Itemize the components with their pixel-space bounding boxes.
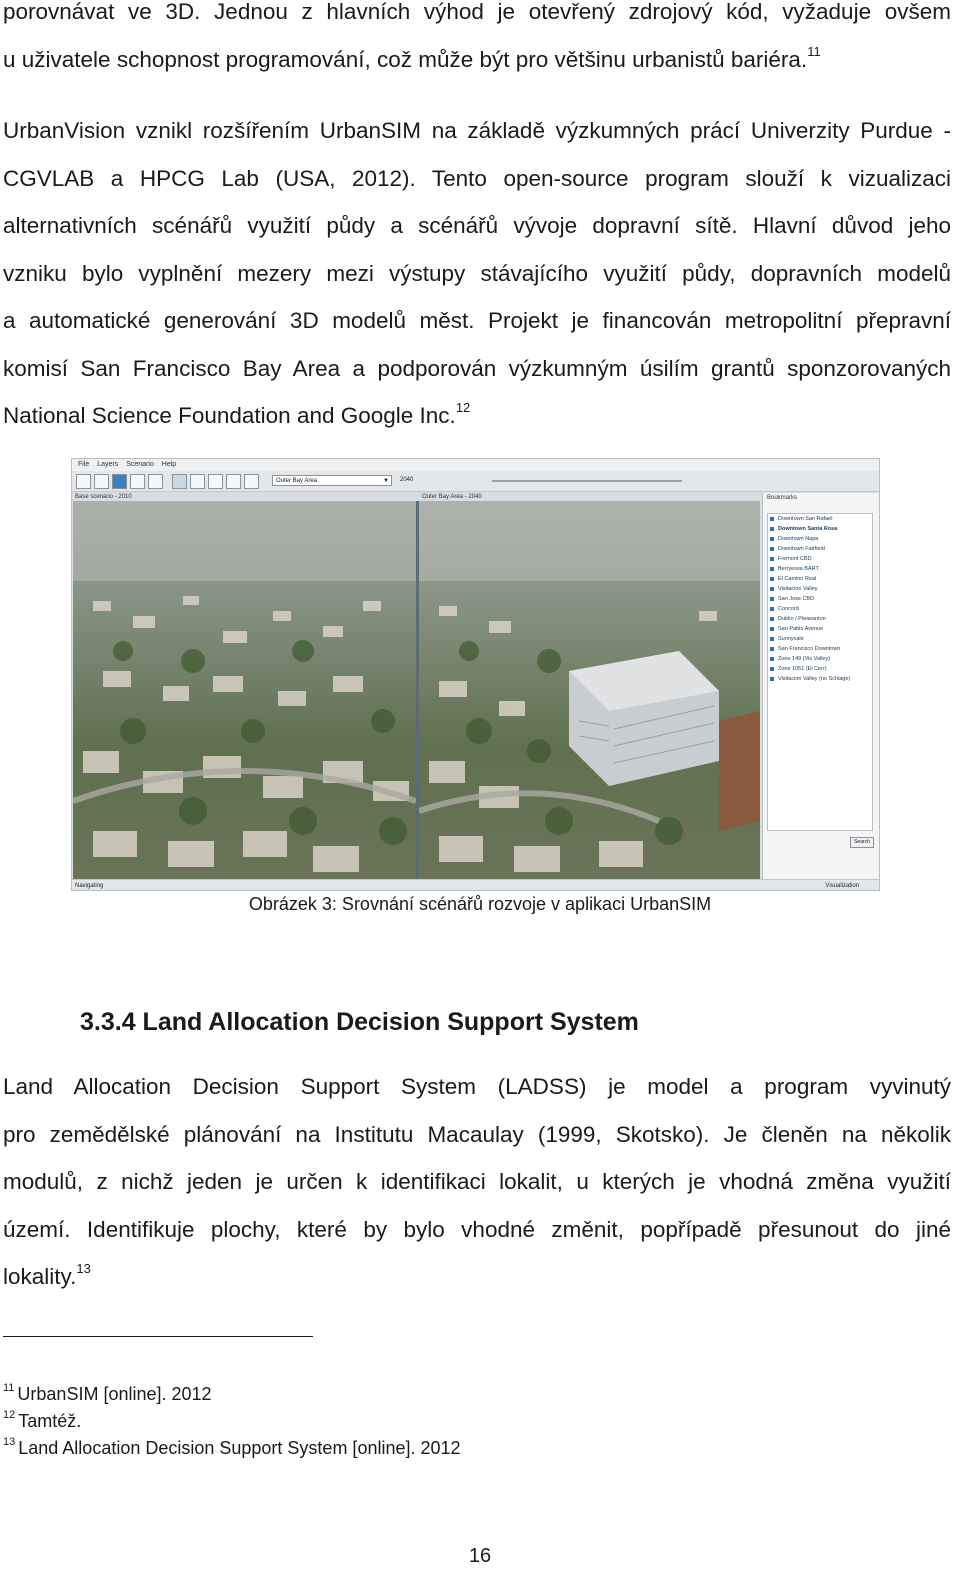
text-line: a automatické generování 3D modelů měst. Projekt je financován metropolitní přepravní (3, 308, 951, 333)
footnote-number: 13 (3, 1436, 16, 1448)
text-line: komisí San Francisco Bay Area a podporován výzkumným úsilím grantů sponzorovaných (3, 355, 951, 381)
text-line: UrbanVision vznikl rozšířením UrbanSIM na základě výzkumných prácí Univerzity Purdue - (3, 118, 951, 143)
text-line: National Science Foundation and Google Inc.$^{12}$ (3, 400, 471, 428)
bookmark-item[interactable]: Fremont CBD (768, 554, 872, 564)
footnote-text: Land Allocation Decision Support System [online]. 2012 (18, 1438, 461, 1458)
page-number: 16 (468, 1545, 492, 1567)
status-left: Navigating (75, 883, 104, 889)
bookmark-item[interactable]: San Francisco Downtown (768, 644, 872, 654)
bookmark-item[interactable]: San Jose CBD (768, 594, 872, 604)
paragraph-urbanvision (3, 107, 951, 440)
bookmark-item[interactable]: Zone 1051 (El Cerr) (768, 664, 872, 674)
checkbox-icon[interactable] (770, 517, 774, 521)
right-pane-label: Outer Bay Area - 2040 (422, 494, 482, 500)
bookmark-item[interactable]: Downtown Napa (768, 534, 872, 544)
checkbox-icon[interactable] (770, 677, 774, 681)
tool-button[interactable] (172, 474, 187, 489)
footnote-number: 12 (3, 1409, 16, 1421)
checkbox-icon[interactable] (770, 667, 774, 671)
footnote-ref[interactable]: 11 (807, 43, 821, 59)
tool-button[interactable] (112, 474, 127, 489)
bookmark-item[interactable]: El Camino Real (768, 574, 872, 584)
checkbox-icon[interactable] (770, 527, 774, 531)
checkbox-icon[interactable] (770, 587, 774, 591)
checkbox-icon[interactable] (770, 547, 774, 551)
checkbox-icon[interactable] (770, 537, 774, 541)
year-slider[interactable] (492, 480, 682, 482)
bookmark-item[interactable]: Dublin / Pleasanton (768, 614, 872, 624)
bookmark-item[interactable]: Downtown Fairfield (768, 544, 872, 554)
tool-button[interactable] (226, 474, 241, 489)
menu-file[interactable]: File (78, 461, 90, 468)
bookmark-item[interactable]: Visitacion Valley (768, 584, 872, 594)
checkbox-icon[interactable] (770, 557, 774, 561)
text-line: CGVLAB a HPCG Lab (USA, 2012). Tento open-source program slouží k vizualizaci (3, 165, 951, 191)
walk-icon[interactable] (208, 474, 223, 489)
left-pane-label: Base scenario - 2010 (75, 494, 132, 500)
tool-button[interactable] (76, 474, 91, 489)
tool-button[interactable] (130, 474, 145, 489)
bookmark-item[interactable]: Zone 149 (Vis Valley) (768, 654, 872, 664)
checkbox-icon[interactable] (770, 597, 774, 601)
paragraph-intro (3, 0, 951, 83)
checkbox-icon[interactable] (770, 607, 774, 611)
footnote-text: UrbanSIM [online]. 2012 (17, 1384, 212, 1404)
footnote (3, 1408, 81, 1434)
city-render (73, 501, 416, 879)
status-bar (72, 879, 879, 891)
text-line: u uživatele schopnost programování, což může být pro většinu urbanistů bariéra.$^{11}$ (3, 43, 821, 72)
checkbox-icon[interactable] (770, 627, 774, 631)
city-render (419, 501, 760, 879)
section-heading: 3.3.4 Land Allocation Decision Support System (80, 1008, 639, 1036)
footnote-text: Tamtéž. (18, 1411, 82, 1431)
text-line: území. Identifikuje plochy, které by bylo vhodné změnit, popřípadě přesunout do jiné (3, 1216, 951, 1242)
chevron-down-icon: ▼ (383, 478, 389, 484)
text-line: porovnávat ve 3D. Jednou z hlavních výhod je otevřený zdrojový kód, vyžaduje ovšem (3, 0, 951, 24)
footnote-number: 11 (3, 1382, 15, 1394)
bookmark-item[interactable]: Downtown Santa Rosa (768, 524, 872, 534)
checkbox-icon[interactable] (770, 577, 774, 581)
base-scenario-3d-view[interactable] (73, 501, 416, 879)
checkbox-icon[interactable] (770, 657, 774, 661)
footnote-ref[interactable]: 13 (76, 1261, 91, 1276)
future-scenario-3d-view[interactable] (419, 501, 760, 879)
checkbox-icon[interactable] (770, 637, 774, 641)
status-right: Visualization (825, 883, 859, 889)
year-value: 2040 (400, 477, 414, 483)
tool-button[interactable] (94, 474, 109, 489)
bookmark-item[interactable]: Concord (768, 604, 872, 614)
bookmark-item[interactable]: Sunnyvale (768, 634, 872, 644)
bookmark-item[interactable]: Downtown San Rafael (768, 514, 872, 524)
footnote-ref[interactable]: 12 (455, 400, 471, 415)
text-line: pro zemědělské plánování na Institutu Macaulay (1999, Skotsko). Je členěn na několik (3, 1121, 951, 1147)
paragraph-ladss (3, 1063, 951, 1301)
footnote (3, 1381, 212, 1407)
search-button[interactable]: Search (850, 837, 874, 848)
menu-help[interactable]: Help (161, 461, 177, 468)
bookmarks-panel (762, 493, 880, 879)
bookmark-item[interactable]: San Pablo Avenue (768, 624, 872, 634)
footnote (3, 1435, 461, 1461)
checkbox-icon[interactable] (770, 647, 774, 651)
checkbox-icon[interactable] (770, 567, 774, 571)
tool-button[interactable] (190, 474, 205, 489)
urbansim-screenshot-figure (71, 458, 880, 891)
scenario-select[interactable]: Outer Bay Area ▼ (272, 475, 392, 486)
bookmarks-list[interactable] (767, 513, 873, 831)
figure-caption: Obrázek 3: Srovnání scénářů rozvoje v aplikaci UrbanSIM (248, 894, 712, 914)
checkbox-icon[interactable] (770, 617, 774, 621)
tool-button[interactable] (244, 474, 259, 489)
text-line: lokality.$^{13}$ (3, 1261, 91, 1289)
text-line: vzniku bylo vyplnění mezery mezi výstupy stávajícího využití půdy, dopravních modelů (3, 260, 951, 286)
menu-scenario[interactable]: Scenario (126, 461, 154, 468)
bookmark-item[interactable]: Visitacion Valley (no Schlage) (768, 674, 872, 684)
text-line: Land Allocation Decision Support System (LADSS) je model a program vyvinutý (3, 1074, 951, 1099)
bookmarks-title: Bookmarks (767, 495, 798, 501)
text-line: modulů, z nichž jeden je určen k identifikaci lokalit, u kterých je vhodná změna využití (3, 1169, 951, 1194)
bookmark-item[interactable]: Berryessa BART (768, 564, 872, 574)
text-line: alternativních scénářů využití půdy a scénářů vývoje dopravní sítě. Hlavní důvod jeho (3, 213, 951, 238)
footnote-separator (3, 1336, 313, 1337)
app-menubar (72, 459, 879, 471)
tool-button[interactable] (148, 474, 163, 489)
menu-layers[interactable]: Layers (97, 461, 119, 468)
app-toolbar (72, 471, 879, 492)
